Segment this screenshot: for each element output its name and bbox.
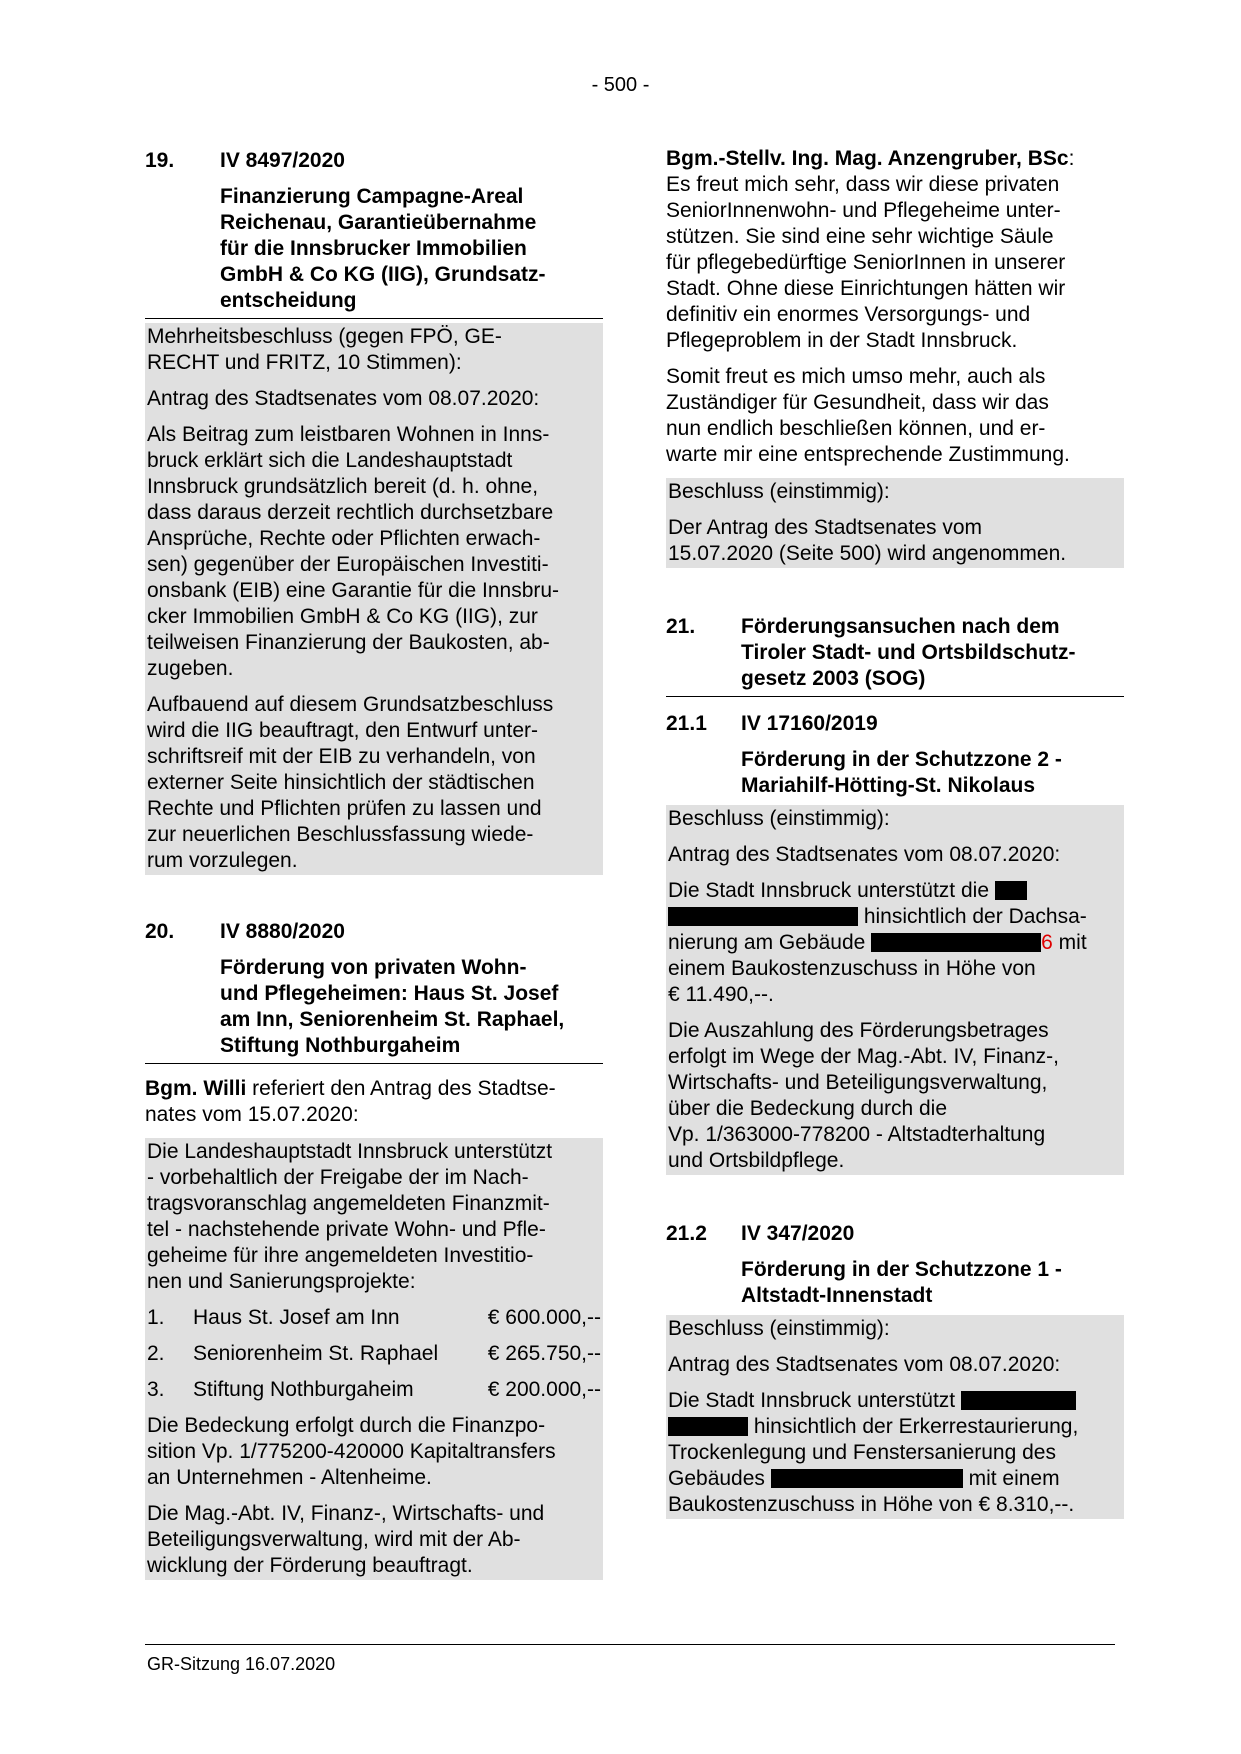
redaction-bar: [668, 907, 858, 926]
motion-text: Antrag des Stadtsenates vom 08.07.2020:: [147, 387, 540, 410]
redaction-bar: [871, 933, 1041, 952]
redaction-bar: [771, 1469, 963, 1488]
decision-text: Beschluss (einstimmig):: [668, 807, 890, 830]
item-21: [666, 614, 1124, 697]
list-item: 2. Seniorenheim St. Raphael € 265.750,--: [147, 1342, 601, 1365]
paragraph: Als Beitrag zum leistbaren Wohnen in Inns- bruck erklärt sich die Landeshauptstadt Innsbruck grundsätzlich bereit (d. h. ohne, dass daraus derzeit rechtlich durchsetzbare Ansprüche, Rechte oder Pflichten erwach- sen) gegenüber der Europäischen Investiti- onsbank (EIB) eine Garantie für die Innsbru- cker Immobilien GmbH & Co KG (IIG), zur teilweisen Finanzierung der Baukosten, ab- zugeben.: [147, 423, 560, 680]
resolution-block: [145, 1138, 603, 1580]
speaker-name: Bgm. Willi: [145, 1077, 247, 1100]
decision-text: Mehrheitsbeschluss (gegen FPÖ, GE- RECHT und FRITZ, 10 Stimmen):: [147, 325, 502, 374]
speech: Bgm.-Stellv. Ing. Mag. Anzengruber, BSc: Es freut mich sehr, dass wir diese privaten SeniorInnenwohn- und Pflegeheime unter- stützen. Sie sind eine sehr wichtige Säule für pflegebedürftige SeniorInnen in unserer Stadt. Ohne diese Einrichtungen hätten wir definitiv ein enormes Versorgungs- und Pflegeproblem in der Stadt Innsbruck.: [666, 147, 1075, 352]
resolution-block: [145, 323, 603, 875]
item-number: 21.2: [666, 1222, 707, 1245]
item-reference: IV 17160/2019: [741, 712, 878, 735]
paragraph: Aufbauend auf diesem Grundsatzbeschluss wird die IIG beauftragt, den Entwurf unter- schriftsreif mit der EIB zu verhandeln, von externer Seite hinsichtlich der städtischen Rechte und Pflichten prüfen zu lassen und zur neuerlichen Beschlussfassung wiede- rum vorzulegen.: [147, 693, 554, 872]
item-20: [145, 919, 603, 1580]
item-19: [145, 148, 603, 875]
paragraph: Die Auszahlung des Förderungsbetrages erfolgt im Wege der Mag.-Abt. IV, Finanz-, Wirtschafts- und Beteiligungsverwaltung, über die Bedeckung durch die Vp. 1/363000-778200 - Altstadterhaltung und Ortsbildpflege.: [668, 1019, 1060, 1172]
item-number: 19.: [145, 149, 175, 172]
paragraph: Der Antrag des Stadtsenates vom 15.07.2020 (Seite 500) wird angenommen.: [668, 516, 1067, 565]
page-number: - 500 -: [591, 74, 650, 96]
redaction-bar: [961, 1391, 1076, 1410]
left-column: [145, 148, 603, 1580]
decision-text: Beschluss (einstimmig):: [668, 1317, 890, 1340]
redaction-bar: [995, 881, 1027, 900]
paragraph: Die Stadt Innsbruck unterstützt hinsichtlich der Erkerrestaurierung, Trockenlegung und Fenstersanierung des Gebäudes mit einem Baukostenzuschuss in Höhe von € 8.310,--.: [668, 1389, 1079, 1516]
decision-text: Beschluss (einstimmig):: [668, 480, 890, 503]
item-21-2: [666, 1221, 1124, 1519]
item-21-1: [666, 711, 1124, 1175]
resolution-block: [666, 478, 1124, 568]
speaker-name: Bgm.-Stellv. Ing. Mag. Anzengruber, BSc: [666, 147, 1069, 170]
list-item: 3. Stiftung Nothburgaheim € 200.000,--: [147, 1378, 601, 1401]
item-title: Förderung in der Schutzzone 1 - Altstadt-Innenstadt: [741, 1258, 1062, 1307]
paragraph: Die Stadt Innsbruck unterstützt die hinsichtlich der Dachsa- nierung am Gebäude 6 mit einem Baukostenzuschuss in Höhe von € 11.490,--.: [668, 879, 1087, 1006]
motion-text: Antrag des Stadtsenates vom 08.07.2020:: [668, 843, 1061, 866]
list-item: 1. Haus St. Josef am Inn € 600.000,--: [147, 1306, 601, 1329]
footer-text: GR-Sitzung 16.07.2020: [147, 1654, 336, 1674]
redaction-bar: [668, 1417, 748, 1436]
item-reference: IV 347/2020: [741, 1222, 855, 1245]
paragraph: Die Bedeckung erfolgt durch die Finanzpo- sition Vp. 1/775200-420000 Kapitaltransfers an Unternehmen - Altenheime.: [147, 1414, 556, 1489]
item-reference: IV 8880/2020: [220, 920, 345, 943]
motion-text: Antrag des Stadtsenates vom 08.07.2020:: [668, 1353, 1061, 1376]
paragraph: Die Mag.-Abt. IV, Finanz-, Wirtschafts- und Beteiligungsverwaltung, wird mit der Ab- wicklung der Förderung beauftragt.: [147, 1502, 545, 1577]
item-title: Förderung in der Schutzzone 2 - Mariahilf-Hötting-St. Nikolaus: [741, 748, 1062, 797]
item-title: Förderungsansuchen nach dem Tiroler Stadt- und Ortsbildschutz- gesetz 2003 (SOG): [741, 615, 1076, 690]
speaker-intro: Bgm. Willi referiert den Antrag des Stadtse- nates vom 15.07.2020:: [145, 1077, 556, 1126]
speech: Somit freut es mich umso mehr, auch als Zuständiger für Gesundheit, dass wir das nun endlich beschließen können, und er- warte mir eine entsprechende Zustimmung.: [666, 365, 1070, 466]
item-title: Finanzierung Campagne-Areal Reichenau, Garantieübernahme für die Innsbrucker Immobilien GmbH & Co KG (IIG), Grundsatz- entscheidung: [145, 184, 603, 319]
item-title: Förderung von privaten Wohn- und Pflegeheimen: Haus St. Josef am Inn, Seniorenheim St. Raphael, Stiftung Nothburgaheim: [145, 955, 603, 1064]
paragraph: Die Landeshauptstadt Innsbruck unterstützt - vorbehaltlich der Freigabe der im Nach- tragsvoranschlag angemeldeten Finanzmit- tel - nachstehende private Wohn- und Pfle- geheime für ihre angemeldeten Investitio- nen und Sanierungsprojekte:: [147, 1140, 553, 1293]
item-number: 21.1: [666, 712, 707, 735]
item-reference: IV 8497/2020: [220, 149, 345, 172]
item-number: 21.: [666, 615, 696, 638]
item-number: 20.: [145, 920, 175, 943]
footer-divider: [145, 1644, 1115, 1645]
resolution-block: [666, 1315, 1124, 1519]
resolution-block: [666, 805, 1124, 1175]
right-column: [666, 146, 1124, 1519]
